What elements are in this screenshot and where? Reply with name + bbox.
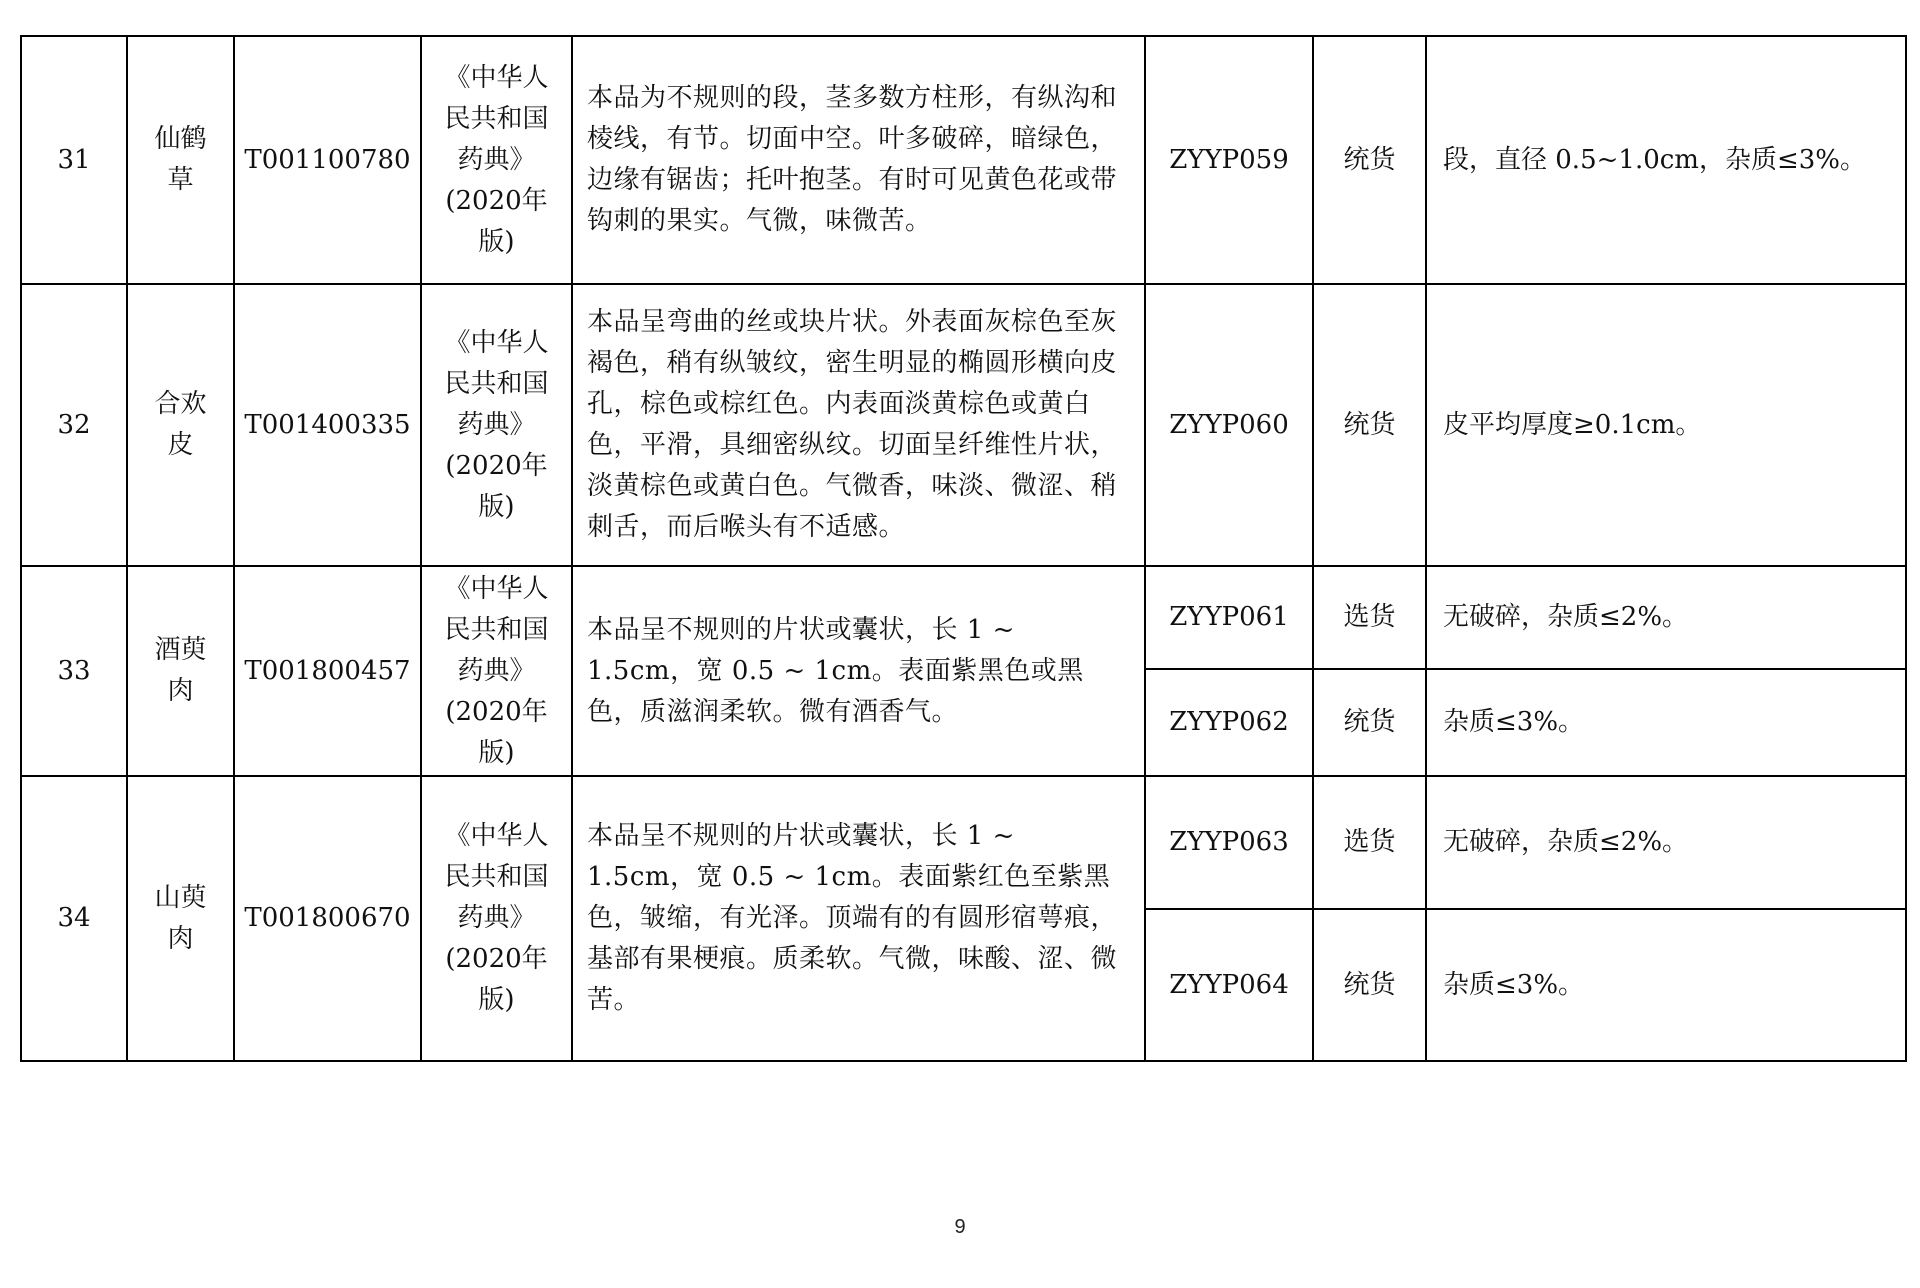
herb-code: T001800457: [234, 566, 421, 776]
herb-description: 本品呈不规则的片状或囊状，长 1 ~ 1.5cm，宽 0.5 ~ 1cm。表面紫红色至紫黑色，皱缩，有光泽。顶端有的有圆形宿萼痕，基部有果梗痕。质柔软。气微，味酸、涩、微苦。: [572, 776, 1145, 1061]
herb-description: 本品为不规则的段，茎多数方柱形，有纵沟和棱线，有节。切面中空。叶多破碎，暗绿色，边缘有锯齿；托叶抱茎。有时可见黄色花或带钩刺的果实。气微，味微苦。: [572, 36, 1145, 284]
herb-code: T001800670: [234, 776, 421, 1061]
herb-code: T001400335: [234, 284, 421, 566]
table-row: [21, 284, 1906, 566]
row-index: 32: [21, 284, 127, 566]
specification-table: [20, 35, 1907, 1062]
requirement: 杂质≤3%。: [1426, 669, 1906, 776]
herb-code: T001100780: [234, 36, 421, 284]
standard-reference: 《中华人民共和国药典》(2020年版): [421, 776, 572, 1061]
herb-description: 本品呈不规则的片状或囊状，长 1 ~ 1.5cm，宽 0.5 ~ 1cm。表面紫黑色或黑色，质滋润柔软。微有酒香气。: [572, 566, 1145, 776]
requirement: 皮平均厚度≥0.1cm。: [1426, 284, 1906, 566]
row-index: 33: [21, 566, 127, 776]
table-row: [21, 566, 1906, 669]
herb-description: 本品呈弯曲的丝或块片状。外表面灰棕色至灰褐色，稍有纵皱纹，密生明显的椭圆形横向皮孔，棕色或棕红色。内表面淡黄棕色或黄白色，平滑，具细密纵纹。切面呈纤维性片状，淡黄棕色或黄白色。气微香，味淡、微涩、稍刺舌，而后喉头有不适感。: [572, 284, 1145, 566]
row-index: 34: [21, 776, 127, 1061]
grade: 统货: [1313, 909, 1426, 1061]
requirement: 无破碎，杂质≤2%。: [1426, 566, 1906, 669]
table-row: [21, 36, 1906, 284]
herb-name: 酒萸肉: [127, 566, 234, 776]
spec-code: ZYYP062: [1145, 669, 1313, 776]
row-index: 31: [21, 36, 127, 284]
spec-code: ZYYP061: [1145, 566, 1313, 669]
grade: 统货: [1313, 36, 1426, 284]
grade: 选货: [1313, 566, 1426, 669]
requirement: 杂质≤3%。: [1426, 909, 1906, 1061]
grade: 选货: [1313, 776, 1426, 909]
requirement: 段，直径 0.5~1.0cm，杂质≤3%。: [1426, 36, 1906, 284]
standard-reference: 《中华人民共和国药典》(2020年版): [421, 566, 572, 776]
grade: 统货: [1313, 669, 1426, 776]
herb-name: 合欢皮: [127, 284, 234, 566]
standard-reference: 《中华人民共和国药典》(2020年版): [421, 36, 572, 284]
spec-code: ZYYP063: [1145, 776, 1313, 909]
spec-code: ZYYP060: [1145, 284, 1313, 566]
requirement: 无破碎，杂质≤2%。: [1426, 776, 1906, 909]
spec-code: ZYYP059: [1145, 36, 1313, 284]
grade: 统货: [1313, 284, 1426, 566]
standard-reference: 《中华人民共和国药典》(2020年版): [421, 284, 572, 566]
table-row: [21, 776, 1906, 909]
herb-name: 山萸肉: [127, 776, 234, 1061]
spec-code: ZYYP064: [1145, 909, 1313, 1061]
page-number: 9: [954, 1216, 966, 1238]
herb-name: 仙鹤草: [127, 36, 234, 284]
